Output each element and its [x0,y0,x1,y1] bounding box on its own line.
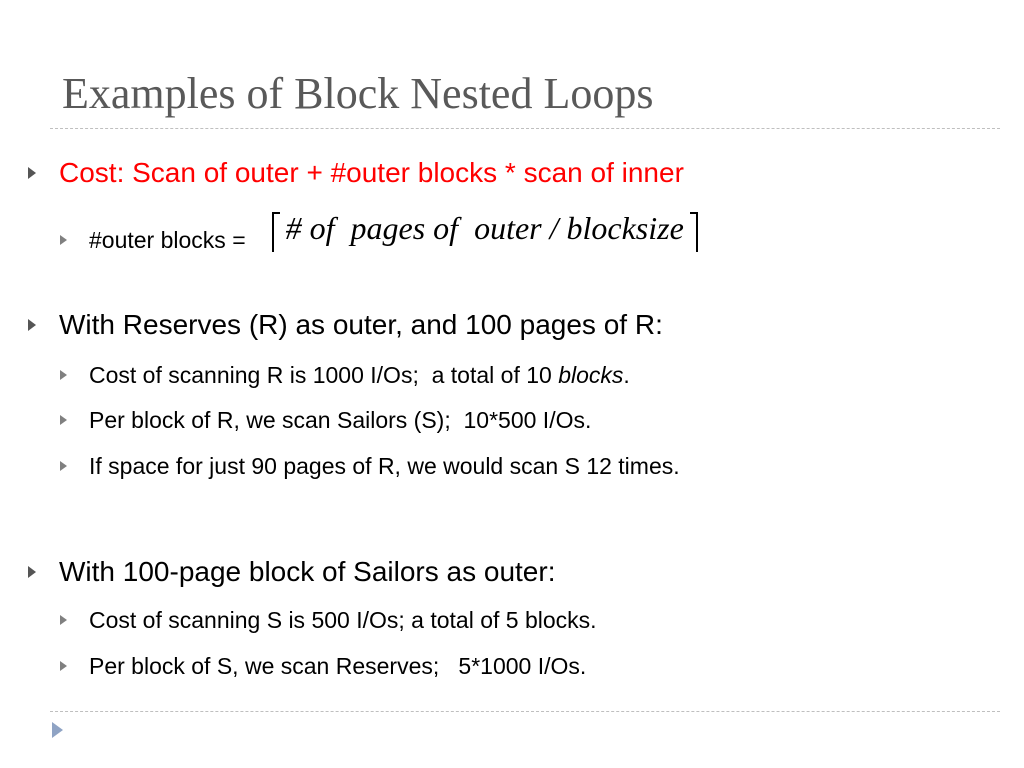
cost-scanning-r-post: . [623,362,630,388]
footer-arrow-icon [52,722,63,738]
formula-text: # of pages of outer / blocksize [285,209,684,246]
ceiling-formula [272,208,698,248]
cost-scanning-r-text [89,362,630,389]
sub-bullet-arrow-icon [60,615,67,625]
sub-bullet-cost-scanning-s [60,607,597,634]
slide-title: Examples of Block Nested Loops [62,69,654,118]
sub-bullet-outer-blocks [60,208,698,254]
per-block-s-text: Per block of S, we scan Reserves; 5*1000 I/Os. [89,653,587,679]
left-ceiling-bracket [272,212,280,252]
per-block-r-text: Per block of R, we scan Sailors (S); 10*500 I/Os. [89,407,592,433]
sub-bullet-per-block-s [60,653,586,680]
footer-divider [50,711,1000,712]
sub-bullet-per-block-r [60,407,591,434]
bullet-arrow-icon [28,167,36,179]
sub-bullet-cost-scanning-r [60,362,630,389]
right-ceiling-bracket [690,212,698,252]
sub-bullet-arrow-icon [60,235,67,245]
sub-bullet-arrow-icon [60,370,67,380]
title-divider [50,128,1000,129]
reserves-outer-text: With Reserves (R) as outer, and 100 pages of R: [59,309,663,340]
bullet-arrow-icon [28,319,36,331]
bullet-reserves-outer [28,309,663,341]
sub-bullet-arrow-icon [60,415,67,425]
bullet-arrow-icon [28,566,36,578]
bullet-cost [28,157,684,189]
cost-scanning-r-emphasis: blocks [558,362,624,388]
sub-bullet-arrow-icon [60,461,67,471]
sub-bullet-arrow-icon [60,661,67,671]
cost-scanning-r-pre: Cost of scanning R is 1000 I/Os; a total of 10 [89,362,559,388]
sub-bullet-space-90-pages [60,453,680,480]
bullet-sailors-outer [28,556,555,588]
sailors-outer-text: With 100-page block of Sailors as outer: [59,556,556,587]
cost-scanning-s-text: Cost of scanning S is 500 I/Os; a total of 5 blocks. [89,607,597,633]
outer-blocks-label: #outer blocks = [89,227,246,253]
cost-text: Cost: Scan of outer + #outer blocks * scan of inner [59,157,684,188]
space-90-pages-text: If space for just 90 pages of R, we would scan S 12 times. [89,453,680,479]
